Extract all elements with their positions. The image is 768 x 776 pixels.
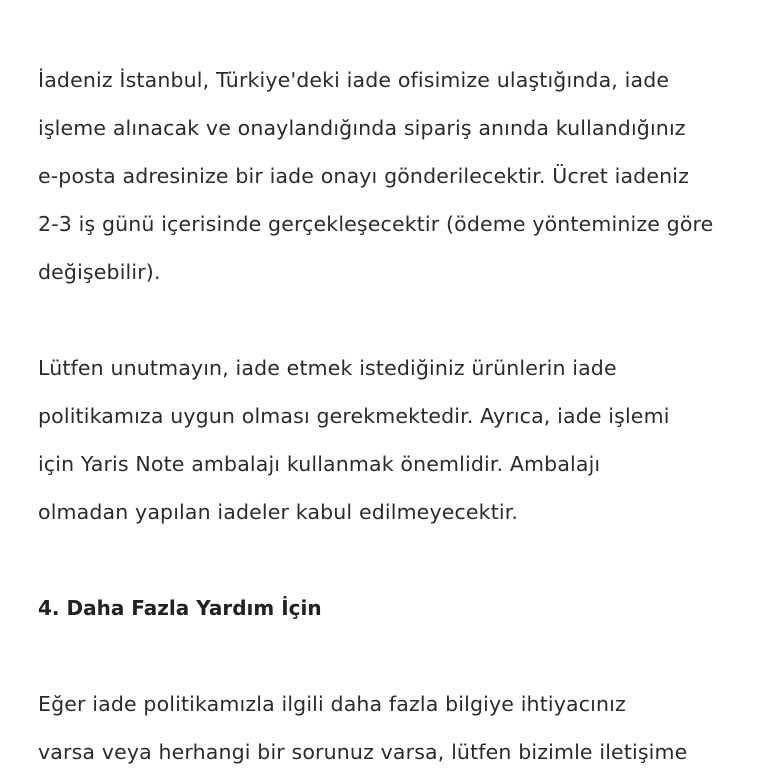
text-line: varsa veya herhangi bir sorunuz varsa, lütfen bizimle iletişime	[38, 740, 688, 764]
paragraph-spacer	[38, 536, 738, 584]
text-line: 2-3 iş günü içerisinde gerçekleşecektir (ödeme yönteminize göre	[38, 212, 714, 236]
document-body	[38, 56, 738, 776]
paragraph-return-processing	[38, 56, 738, 296]
text-line: için Yaris Note ambalajı kullanmak önemlidir. Ambalajı	[38, 452, 601, 476]
paragraph-spacer	[38, 296, 738, 344]
paragraph-return-policy-note	[38, 344, 738, 536]
text-line: işleme alınacak ve onaylandığında sipariş anında kullandığınız	[38, 116, 686, 140]
text-line: olmadan yapılan iadeler kabul edilmeyecektir.	[38, 500, 519, 524]
text-line: Eğer iade politikamızla ilgili daha fazla bilgiye ihtiyacınız	[38, 692, 626, 716]
paragraph-more-help	[38, 680, 738, 776]
text-line: e-posta adresinize bir iade onayı gönderilecektir. Ücret iadeniz	[38, 164, 689, 188]
text-line: Lütfen unutmayın, iade etmek istediğiniz ürünlerin iade	[38, 356, 617, 380]
text-line: değişebilir).	[38, 260, 161, 284]
text-line: politikamıza uygun olması gerekmektedir. Ayrıca, iade işlemi	[38, 404, 670, 428]
text-line: İadeniz İstanbul, Türkiye'deki iade ofisimize ulaştığında, iade	[38, 68, 670, 92]
section-heading: 4. Daha Fazla Yardım İçin	[38, 596, 322, 620]
paragraph-spacer	[38, 632, 738, 680]
